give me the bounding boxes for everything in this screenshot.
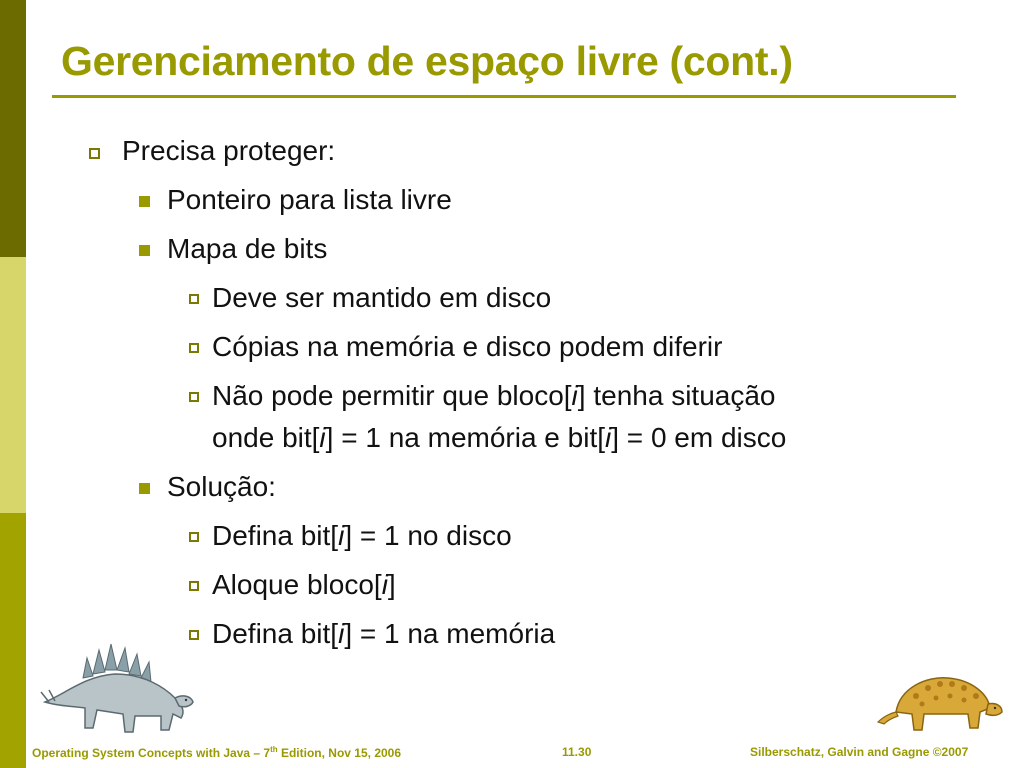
hollow-square-bullet-icon	[189, 294, 199, 304]
bullet-deve: Deve ser mantido em disco	[212, 282, 552, 313]
text-segment: Defina bit[	[212, 520, 339, 551]
bullet-solucao: Solução:	[167, 471, 276, 502]
footer-authors: Silberschatz, Galvin and Gagne ©2007	[750, 745, 969, 759]
bullet-ponteiro: Ponteiro para lista livre	[167, 184, 452, 215]
bullet-precisa: Precisa proteger:	[122, 135, 336, 166]
solid-square-bullet-icon	[139, 196, 150, 207]
bullet-copias: Cópias na memória e disco podem diferir	[212, 331, 723, 362]
page-number: 11.30	[562, 745, 592, 759]
stegosaurus-icon	[35, 640, 195, 740]
text-segment: ] = 0 em disco	[611, 422, 787, 453]
slide-title: Gerenciamento de espaço livre (cont.)	[61, 38, 793, 84]
italic-index: i	[571, 380, 578, 411]
text-segment: ] = 1 na memória e bit[	[325, 422, 606, 453]
text-segment: ] = 1 na memória	[344, 618, 556, 649]
bullet-mapa: Mapa de bits	[167, 233, 328, 264]
solid-square-bullet-icon	[139, 483, 150, 494]
italic-index: i	[381, 569, 388, 600]
footer-superscript: th	[270, 745, 278, 754]
hollow-square-bullet-icon	[189, 392, 199, 402]
hollow-square-bullet-icon	[189, 343, 199, 353]
text-segment: onde bit[	[212, 422, 320, 453]
ankylosaurus-icon	[876, 668, 1004, 740]
text-segment: ] tenha situação	[577, 380, 776, 411]
text-segment: Não pode permitir que bloco[	[212, 380, 572, 411]
text-segment: ]	[387, 569, 396, 600]
bullet-nao-line1	[212, 376, 775, 416]
hollow-square-bullet-icon	[189, 581, 199, 591]
bullet-aloque	[212, 565, 396, 605]
text-segment: Defina bit[	[212, 618, 339, 649]
hollow-square-bullet-icon	[189, 630, 199, 640]
italic-index: i	[319, 422, 326, 453]
footer-course-text: Edition, Nov 15, 2006	[277, 746, 402, 760]
hollow-square-bullet-icon	[89, 148, 100, 159]
footer-course-text: Operating System Concepts with Java – 7	[32, 746, 271, 760]
bullet-defina1	[212, 516, 512, 556]
text-segment: ] = 1 no disco	[344, 520, 512, 551]
italic-index: i	[605, 422, 612, 453]
bullet-defina2	[212, 614, 555, 654]
italic-index: i	[338, 618, 345, 649]
bullet-nao-line2	[212, 418, 786, 458]
footer-course	[32, 745, 401, 760]
hollow-square-bullet-icon	[189, 532, 199, 542]
italic-index: i	[338, 520, 345, 551]
text-segment: Aloque bloco[	[212, 569, 382, 600]
solid-square-bullet-icon	[139, 245, 150, 256]
